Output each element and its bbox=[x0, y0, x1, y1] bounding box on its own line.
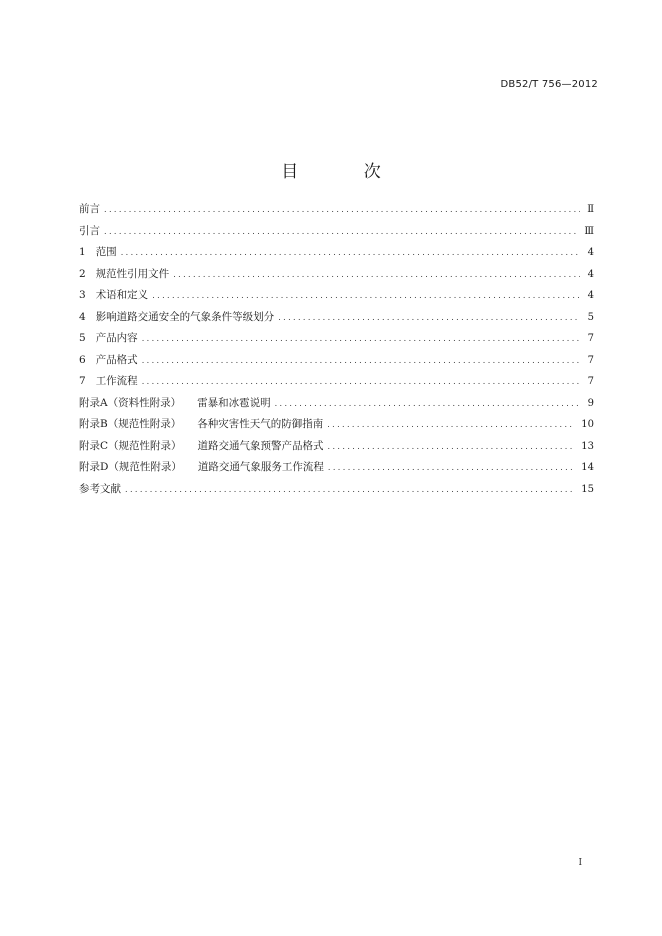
toc-entry[interactable] bbox=[79, 479, 594, 501]
dot-leader bbox=[142, 371, 580, 393]
toc-entry-number: 7 bbox=[79, 375, 86, 387]
toc-entry[interactable] bbox=[79, 307, 594, 329]
toc-entry-page: 14 bbox=[581, 462, 594, 473]
toc-entry[interactable] bbox=[79, 242, 594, 264]
toc-entry-number: 2 bbox=[79, 267, 86, 280]
toc-entry-label bbox=[79, 371, 138, 393]
toc-entry-text: 影响道路交通安全的气象条件等级划分 bbox=[95, 310, 275, 323]
toc-entry-label bbox=[79, 457, 324, 479]
dot-leader bbox=[121, 242, 580, 264]
toc-entry[interactable] bbox=[79, 285, 594, 307]
toc-entry[interactable] bbox=[79, 414, 594, 436]
toc-entry-label bbox=[79, 199, 100, 221]
toc-entry-text: 产品格式 bbox=[95, 353, 138, 366]
toc-entry-subtitle: 道路交通气象预警产品格式 bbox=[197, 439, 324, 452]
toc-entry-label bbox=[79, 221, 100, 243]
toc-entry-label bbox=[79, 436, 324, 458]
toc-entry-page: 4 bbox=[587, 247, 594, 258]
toc-entry-label bbox=[79, 393, 271, 415]
toc-entry-text: 附录B（规范性附录） bbox=[79, 418, 182, 430]
dot-leader bbox=[328, 436, 576, 458]
toc-entry-page: 9 bbox=[587, 397, 594, 409]
toc-entry-text: 工作流程 bbox=[95, 375, 138, 387]
dot-leader bbox=[328, 457, 575, 479]
dot-leader bbox=[142, 328, 580, 350]
toc-entry-page: 4 bbox=[587, 268, 594, 280]
toc-entry-number: 6 bbox=[79, 353, 86, 366]
toc-entry-label bbox=[79, 285, 148, 307]
dot-leader bbox=[173, 264, 580, 286]
dot-leader bbox=[104, 221, 578, 243]
toc-entry-label bbox=[79, 350, 138, 372]
toc-entry-subtitle: 雷暴和冰雹说明 bbox=[197, 396, 271, 409]
toc-entry-text: 引言 bbox=[79, 224, 100, 237]
toc-entry-text: 参考文献 bbox=[79, 482, 121, 495]
toc-entry-page: 10 bbox=[581, 419, 594, 430]
toc-entry-text: 规范性引用文件 bbox=[95, 267, 170, 280]
dot-leader bbox=[142, 350, 580, 372]
toc-entry[interactable] bbox=[79, 350, 594, 372]
toc-entry-page: 7 bbox=[587, 333, 594, 344]
toc-entry-page: 5 bbox=[587, 311, 594, 323]
page-title: 目 次 bbox=[281, 162, 411, 183]
toc-entry-text: 前言 bbox=[79, 203, 100, 215]
toc-entry[interactable] bbox=[79, 221, 594, 243]
toc-entry[interactable] bbox=[79, 264, 594, 286]
toc-entry-number: 3 bbox=[79, 289, 86, 301]
toc-entry-page: Ⅱ bbox=[587, 204, 594, 215]
toc-entry-page: 7 bbox=[587, 354, 594, 366]
dot-leader bbox=[152, 285, 580, 307]
dot-leader bbox=[278, 307, 580, 329]
toc-entry-text: 附录A（资料性附录） bbox=[79, 396, 182, 409]
toc-entry-label bbox=[79, 264, 169, 286]
toc-entry[interactable] bbox=[79, 457, 594, 479]
toc-entry-label bbox=[79, 414, 323, 436]
toc-entry-number: 4 bbox=[79, 310, 86, 323]
toc-entry[interactable] bbox=[79, 371, 594, 393]
toc-entry-page: 15 bbox=[581, 483, 594, 495]
toc-entry-subtitle: 道路交通气象服务工作流程 bbox=[197, 461, 324, 473]
dot-leader bbox=[275, 393, 580, 415]
dot-leader bbox=[327, 414, 575, 436]
toc-entry-page: 7 bbox=[587, 376, 594, 387]
toc-entry-page: 13 bbox=[581, 440, 594, 452]
toc-entry-label bbox=[79, 328, 138, 350]
toc-entry-text: 术语和定义 bbox=[95, 289, 149, 301]
toc-entry-label bbox=[79, 242, 117, 264]
toc-entry-label bbox=[79, 307, 274, 329]
toc-entry-page: 4 bbox=[587, 290, 594, 301]
document-code: DB52/T 756—2012 bbox=[500, 79, 598, 90]
toc-entry[interactable] bbox=[79, 436, 594, 458]
toc-entry-number: 5 bbox=[79, 332, 86, 344]
toc-entry[interactable] bbox=[79, 199, 594, 221]
toc-entry-label bbox=[79, 479, 121, 501]
toc-entry-page: Ⅲ bbox=[584, 225, 594, 237]
toc-entry-text: 范围 bbox=[95, 246, 117, 258]
toc-entry-subtitle: 各种灾害性天气的防御指南 bbox=[197, 418, 324, 430]
dot-leader bbox=[104, 199, 580, 221]
toc-entry[interactable] bbox=[79, 393, 594, 415]
page-number: I bbox=[578, 858, 582, 868]
toc-entry-text: 产品内容 bbox=[95, 332, 138, 344]
toc-entry-text: 附录D（规范性附录） bbox=[79, 461, 182, 473]
toc-entry-number: 1 bbox=[79, 246, 86, 258]
dot-leader bbox=[125, 479, 575, 501]
toc-entry-text: 附录C（规范性附录） bbox=[79, 439, 182, 452]
table-of-contents bbox=[79, 199, 594, 500]
toc-entry[interactable] bbox=[79, 328, 594, 350]
